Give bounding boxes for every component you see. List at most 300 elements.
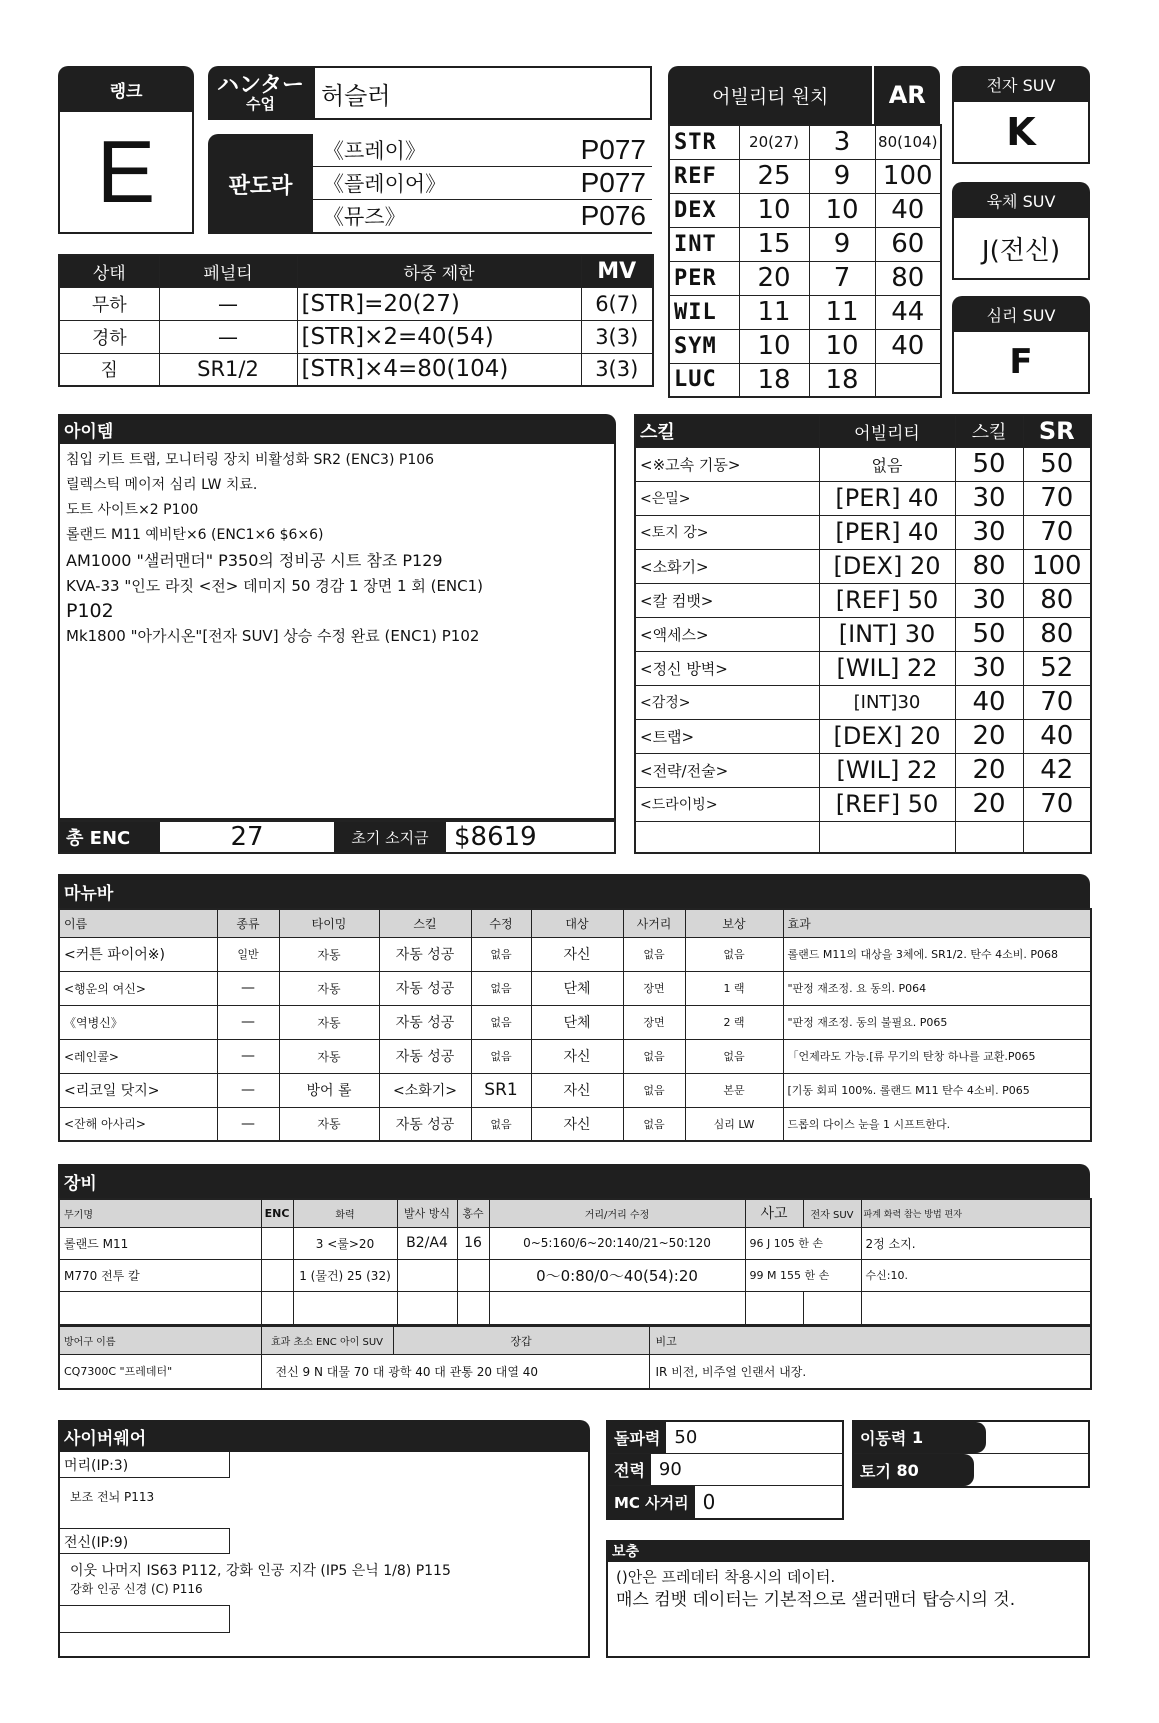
load-penalty: — <box>159 287 297 320</box>
weapon-cell: 0~5:160/6~20:140/21~50:120 <box>489 1227 745 1259</box>
ability-name: WIL <box>669 295 739 329</box>
manuva-cell: 장면 <box>623 1005 685 1039</box>
cyberware-line: 이웃 나머지 IS63 P112, 강화 인공 지각 (IP5 은닉 1/8) P115 <box>70 1563 451 1579</box>
skills-table <box>634 414 1092 854</box>
items-line: P102 <box>66 600 114 622</box>
skill-name: <트랩> <box>635 719 819 753</box>
ability-base: 10 <box>739 193 809 227</box>
load-header-limit: 하중 제한 <box>297 255 581 287</box>
manuva-cell: 자동 <box>279 1107 379 1141</box>
physical-suv <box>952 182 1090 280</box>
cyberware-line: 강화 인공 신경 (C) P116 <box>70 1582 203 1596</box>
skill-value: 30 <box>955 515 1023 549</box>
manuva-cell: 없음 <box>623 1107 685 1141</box>
ability-name: LUC <box>669 363 739 397</box>
skill-name: <토지 강> <box>635 515 819 549</box>
skill-sr: 70 <box>1023 787 1091 821</box>
ability-name: DEX <box>669 193 739 227</box>
manuva-cell: 자동 <box>279 1039 379 1073</box>
manuva-block <box>58 874 1090 1142</box>
ability-base: 20(27) <box>739 125 809 159</box>
manuva-row <box>59 1039 1091 1073</box>
skill-row <box>635 719 1091 753</box>
movement-stats <box>852 1420 1090 1488</box>
weapon-col: 사고 <box>745 1199 803 1227</box>
manuva-cell: 없음 <box>685 1039 783 1073</box>
cyberware-empty-label <box>60 1605 230 1633</box>
movement-value: 1 <box>911 1428 924 1447</box>
ability-base: 18 <box>739 363 809 397</box>
skill-value: 80 <box>955 549 1023 583</box>
manuva-cell: 없음 <box>471 971 531 1005</box>
ability-ar: 80 <box>875 261 941 295</box>
armor-cell: IR 비전, 비주얼 인랜서 내장. <box>649 1355 1091 1389</box>
ability-bonus: 18 <box>809 363 875 397</box>
ability-header: 어빌리티 원치 <box>668 66 872 124</box>
manuva-cell: 2 랙 <box>685 1005 783 1039</box>
weapon-col: ENC <box>261 1199 293 1227</box>
weapon-row <box>59 1259 1091 1291</box>
armor-table <box>58 1326 1092 1390</box>
manuva-cell: SR1 <box>471 1073 531 1107</box>
combat-label: 돌파력 <box>608 1422 666 1453</box>
ability-table <box>668 124 942 398</box>
manuva-cell: — <box>217 1039 279 1073</box>
weapon-cell: M770 전투 칼 <box>59 1259 261 1291</box>
skill-name: <전략/전술> <box>635 753 819 787</box>
ability-row <box>669 125 941 159</box>
manuva-col: 타이밍 <box>279 909 379 937</box>
manuva-cell: 없음 <box>623 937 685 971</box>
manuva-cell: 드롭의 다이스 눈을 1 시프트한다. <box>783 1107 1091 1141</box>
manuva-row <box>59 937 1091 971</box>
combat-row <box>608 1486 842 1518</box>
manuva-cell: 자동 성공 <box>379 1107 471 1141</box>
skill-name: <※고속 기동> <box>635 447 819 481</box>
manuva-cell: <리코일 닷지> <box>59 1073 217 1107</box>
ability-row <box>669 227 941 261</box>
manuva-cell: "판정 재조정. 동의 불필요. P065 <box>783 1005 1091 1039</box>
weapon-cell <box>397 1259 457 1291</box>
ability-name: STR <box>669 125 739 159</box>
manuva-col: 보상 <box>685 909 783 937</box>
manuva-cell: <커튼 파이어※) <box>59 937 217 971</box>
manuva-cell: 본문 <box>685 1073 783 1107</box>
weapon-cell: 1 (물건) 25 (32) <box>293 1259 397 1291</box>
weapon-table <box>58 1198 1092 1326</box>
manuva-cell: 자동 <box>279 1005 379 1039</box>
skill-ability: [DEX] 20 <box>819 719 955 753</box>
load-table <box>58 254 654 387</box>
combat-value: 50 <box>674 1427 698 1448</box>
manuva-cell: <행운의 여신> <box>59 971 217 1005</box>
manuva-column-headers <box>59 909 1091 937</box>
cyberware-section-label: 머리(IP:3) <box>60 1452 230 1478</box>
ability-bonus: 11 <box>809 295 875 329</box>
skill-ability: [PER] 40 <box>819 481 955 515</box>
skill-row <box>635 447 1091 481</box>
skill-row <box>635 549 1091 583</box>
manuva-cell: — <box>217 1005 279 1039</box>
weapon-cell: 96 J 105 한 손 <box>745 1227 861 1259</box>
manuva-cell: — <box>217 1073 279 1107</box>
skill-value: 30 <box>955 583 1023 617</box>
skill-ability: [REF] 50 <box>819 787 955 821</box>
ability-ar: 40 <box>875 193 941 227</box>
electronic-suv <box>952 66 1090 164</box>
load-penalty: — <box>159 320 297 353</box>
skill-value: 20 <box>955 719 1023 753</box>
skills-header-skill: 스킬 <box>955 415 1023 447</box>
skill-row <box>635 617 1091 651</box>
supplement-header: 보충 <box>606 1540 1090 1562</box>
ability-bonus: 9 <box>809 227 875 261</box>
skill-sr: 70 <box>1023 515 1091 549</box>
load-limit: [STR]=20(27) <box>297 287 581 320</box>
physical-suv-value: J(전신) <box>952 218 1090 280</box>
ability-base: 11 <box>739 295 809 329</box>
pandora-block <box>208 134 652 234</box>
ability-ar: 60 <box>875 227 941 261</box>
combat-label: 전력 <box>608 1454 651 1485</box>
weapon-cell <box>261 1227 293 1259</box>
electronic-suv-label: 전자 SUV <box>952 66 1090 102</box>
ability-ar <box>875 363 941 397</box>
manuva-cell: 방어 롤 <box>279 1073 379 1107</box>
rank-value: E <box>58 112 194 234</box>
combat-value: 0 <box>702 1490 716 1514</box>
land-label: 토기 <box>860 1461 891 1481</box>
manuva-cell: 《역병신》 <box>59 1005 217 1039</box>
load-state: 무하 <box>59 287 159 320</box>
skill-value: 30 <box>955 481 1023 515</box>
movement-label: 이동력 <box>860 1429 907 1448</box>
manuva-table <box>58 908 1092 1142</box>
ability-bonus: 3 <box>809 125 875 159</box>
manuva-cell: 롤랜드 M11의 대상을 3체에. SR1/2. 탄수 4소비. P068 <box>783 937 1091 971</box>
manuva-cell: 자신 <box>531 1039 623 1073</box>
skills-header-name: 스킬 <box>635 415 819 447</box>
weapon-cell: 롤랜드 M11 <box>59 1227 261 1259</box>
ability-name: INT <box>669 227 739 261</box>
manuva-cell: 없음 <box>623 1073 685 1107</box>
skill-row <box>635 481 1091 515</box>
ability-row <box>669 159 941 193</box>
manuva-cell: 단체 <box>531 971 623 1005</box>
money-label: 초기 소지금 <box>334 822 446 852</box>
manuva-col: 효과 <box>783 909 1091 937</box>
weapon-cell: 0～0:80/0～40(54):20 <box>489 1259 745 1291</box>
armor-row <box>59 1355 1091 1389</box>
manuva-cell: <레인콜> <box>59 1039 217 1073</box>
skill-sr: 70 <box>1023 481 1091 515</box>
load-mv: 6(7) <box>581 287 653 320</box>
manuva-col: 종류 <box>217 909 279 937</box>
ability-ar: 100 <box>875 159 941 193</box>
rank-block <box>58 66 194 234</box>
manuva-cell: 자동 <box>279 937 379 971</box>
skill-value: 40 <box>955 685 1023 719</box>
ability-ar: 80(104) <box>875 125 941 159</box>
combat-row <box>608 1422 842 1454</box>
total-enc-value: 27 <box>230 822 264 852</box>
pandora-item-name: 《프레이》 <box>323 139 426 163</box>
combat-label: MC 사거리 <box>608 1486 695 1518</box>
skill-name: <정신 방벽> <box>635 651 819 685</box>
skill-ability: [PER] 40 <box>819 515 955 549</box>
load-mv: 3(3) <box>581 320 653 353</box>
ability-row <box>669 329 941 363</box>
manuva-cell: — <box>217 971 279 1005</box>
hunter-block <box>208 66 652 120</box>
items-line: KVA-33 "인도 라짓 <전> 데미지 50 경감 1 장면 1 회 (ENC1) <box>66 577 484 595</box>
manuva-col: 이름 <box>59 909 217 937</box>
pandora-item <box>313 134 652 167</box>
skill-name: <칼 컴뱃> <box>635 583 819 617</box>
skill-sr: 70 <box>1023 685 1091 719</box>
land-row <box>854 1454 1088 1486</box>
equipment-block <box>58 1164 1090 1390</box>
skill-row <box>635 515 1091 549</box>
items-header: 아이템 <box>58 414 616 444</box>
manuva-cell: <소화기> <box>379 1073 471 1107</box>
weapon-row-empty <box>59 1291 1091 1325</box>
pandora-item-page: P076 <box>580 200 646 231</box>
manuva-cell: 자동 성공 <box>379 1005 471 1039</box>
ability-bonus: 10 <box>809 329 875 363</box>
skill-row-empty <box>635 821 1091 853</box>
items-line: 롤랜드 M11 예비탄×6 (ENC1×6 $6×6) <box>66 527 324 543</box>
manuva-cell: [기동 회피 100%. 롤랜드 M11 탄수 4소비. P065 <box>783 1073 1091 1107</box>
skill-row <box>635 787 1091 821</box>
load-header-penalty: 페널티 <box>159 255 297 287</box>
ability-base: 15 <box>739 227 809 261</box>
skill-ability: [WIL] 22 <box>819 753 955 787</box>
skill-name: <은밀> <box>635 481 819 515</box>
total-enc-label: 총 ENC <box>60 822 160 852</box>
manuva-header: 마뉴바 <box>58 874 1090 908</box>
weapon-cell: 16 <box>457 1227 489 1259</box>
pandora-item <box>313 200 652 234</box>
skill-sr: 80 <box>1023 617 1091 651</box>
rank-label: 랭크 <box>58 66 194 112</box>
ability-base: 20 <box>739 261 809 295</box>
items-block <box>58 414 616 854</box>
ability-bonus: 7 <box>809 261 875 295</box>
hunter-label-top: ハンター <box>216 72 305 98</box>
armor-cell: CQ7300C "프레데터" <box>59 1355 261 1389</box>
manuva-cell: <잔해 아사리> <box>59 1107 217 1141</box>
ability-row <box>669 193 941 227</box>
manuva-row <box>59 971 1091 1005</box>
skill-ability: [REF] 50 <box>819 583 955 617</box>
skill-sr: 40 <box>1023 719 1091 753</box>
skill-sr: 80 <box>1023 583 1091 617</box>
skill-name: <액세스> <box>635 617 819 651</box>
manuva-cell: — <box>217 1107 279 1141</box>
physical-suv-label: 육체 SUV <box>952 182 1090 218</box>
load-header-mv: MV <box>581 255 653 287</box>
pandora-item-page: P077 <box>580 134 646 165</box>
manuva-cell: 없음 <box>471 937 531 971</box>
manuva-cell: 없음 <box>471 1005 531 1039</box>
pandora-item-name: 《뮤즈》 <box>323 205 406 229</box>
movement-row <box>854 1422 1088 1454</box>
manuva-cell: 없음 <box>685 937 783 971</box>
load-state: 짐 <box>59 353 159 386</box>
mental-suv-value: F <box>952 332 1090 394</box>
load-limit: [STR]×2=40(54) <box>297 320 581 353</box>
skill-value: 20 <box>955 753 1023 787</box>
weapon-cell <box>261 1259 293 1291</box>
manuva-cell: 심리 LW <box>685 1107 783 1141</box>
ability-bonus: 10 <box>809 193 875 227</box>
pandora-item <box>313 167 652 200</box>
items-line: AM1000 "샐러맨더" P350의 정비공 시트 참조 P129 <box>66 551 443 570</box>
combat-value: 90 <box>658 1459 682 1480</box>
mental-suv <box>952 296 1090 394</box>
skill-name: <감정> <box>635 685 819 719</box>
armor-col: 효과 초소 ENC 아이 SUV <box>261 1327 393 1355</box>
skill-sr: 100 <box>1023 549 1091 583</box>
weapon-col: 화력 <box>293 1199 397 1227</box>
manuva-col: 사거리 <box>623 909 685 937</box>
combat-stats <box>606 1420 844 1520</box>
manuva-row <box>59 1005 1091 1039</box>
skill-ability: 없음 <box>819 447 955 481</box>
cyberware-header: 사이버웨어 <box>58 1420 590 1452</box>
manuva-cell: 없음 <box>471 1107 531 1141</box>
manuva-cell: 일반 <box>217 937 279 971</box>
pandora-item-page: P077 <box>580 167 646 198</box>
manuva-cell: 없음 <box>471 1039 531 1073</box>
manuva-col: 대상 <box>531 909 623 937</box>
pandora-item-name: 《플레이어》 <box>323 172 447 196</box>
skill-value: 20 <box>955 787 1023 821</box>
load-limit: [STR]×4=80(104) <box>297 353 581 386</box>
armor-column-headers <box>59 1327 1091 1355</box>
manuva-cell: 자신 <box>531 937 623 971</box>
skill-ability: [WIL] 22 <box>819 651 955 685</box>
armor-cell: 전신 9 N 대물 70 대 광학 40 대 관통 20 대열 40 <box>261 1355 649 1389</box>
weapon-col: 파계 화력 참는 방법 편자 <box>861 1199 1091 1227</box>
supplement-line: 매스 컴뱃 데이터는 기본적으로 샐러맨더 탑승시의 것. <box>616 1590 1016 1610</box>
skill-value: 50 <box>955 447 1023 481</box>
skill-sr: 50 <box>1023 447 1091 481</box>
manuva-row <box>59 1073 1091 1107</box>
ability-row <box>669 363 941 397</box>
ability-name: REF <box>669 159 739 193</box>
skill-name: <소화기> <box>635 549 819 583</box>
manuva-cell: 없음 <box>623 1039 685 1073</box>
weapon-cell: 2정 소지. <box>861 1227 1091 1259</box>
manuva-cell: 자동 성공 <box>379 937 471 971</box>
supplement-line: ()안은 프레데터 착용시의 데이터. <box>616 1568 836 1586</box>
items-line: 침입 키트 트랩, 모니터링 장치 비활성화 SR2 (ENC3) P106 <box>66 452 435 468</box>
manuva-cell: 자신 <box>531 1107 623 1141</box>
weapon-row <box>59 1227 1091 1259</box>
skills-header-sr: SR <box>1023 415 1091 447</box>
mental-suv-label: 심리 SUV <box>952 296 1090 332</box>
ability-bonus: 9 <box>809 159 875 193</box>
combat-row <box>608 1454 842 1486</box>
items-line: Mk1800 "아가시온"[전자 SUV] 상승 수정 완료 (ENC1) P102 <box>66 627 480 645</box>
skill-ability: [INT]30 <box>819 685 955 719</box>
skill-row <box>635 583 1091 617</box>
pandora-label: 판도라 <box>208 134 313 234</box>
money-value: $8619 <box>454 822 537 852</box>
ability-base: 10 <box>739 329 809 363</box>
skill-value: 30 <box>955 651 1023 685</box>
ability-ar: 40 <box>875 329 941 363</box>
skill-value: 50 <box>955 617 1023 651</box>
manuva-col: 수정 <box>471 909 531 937</box>
weapon-col: 전자 SUV <box>803 1199 861 1227</box>
load-penalty: SR1/2 <box>159 353 297 386</box>
skill-ability: [DEX] 20 <box>819 549 955 583</box>
armor-col: 방어구 이름 <box>59 1327 261 1355</box>
skill-row <box>635 685 1091 719</box>
weapon-cell: B2/A4 <box>397 1227 457 1259</box>
skills-header-ability: 어빌리티 <box>819 415 955 447</box>
armor-col: 장갑 <box>393 1327 649 1355</box>
manuva-cell: 1 랙 <box>685 971 783 1005</box>
weapon-cell: 3 <룰>20 <box>293 1227 397 1259</box>
load-header-state: 상태 <box>59 255 159 287</box>
load-row <box>59 353 653 386</box>
skill-name: <드라이빙> <box>635 787 819 821</box>
weapon-cell: 수신:10. <box>861 1259 1091 1291</box>
armor-col: 비고 <box>649 1327 1091 1355</box>
manuva-cell: "판정 재조정. 요 동의. P064 <box>783 971 1091 1005</box>
supplement-block <box>606 1540 1090 1658</box>
manuva-cell: 자동 성공 <box>379 1039 471 1073</box>
weapon-column-headers <box>59 1199 1091 1227</box>
hunter-label-bottom: 수업 <box>246 94 275 113</box>
ability-row <box>669 295 941 329</box>
manuva-cell: 단체 <box>531 1005 623 1039</box>
cyberware-line: 보조 전뇌 P113 <box>70 1490 155 1504</box>
weapon-col: 홍수 <box>457 1199 489 1227</box>
manuva-cell: 「언제라도 가능.[류 무기의 탄창 하나를 교환.P065 <box>783 1039 1091 1073</box>
cyberware-block <box>58 1420 590 1658</box>
weapon-col: 발사 방식 <box>397 1199 457 1227</box>
manuva-cell: 자동 성공 <box>379 971 471 1005</box>
weapon-cell <box>457 1259 489 1291</box>
ar-header: AR <box>874 66 940 124</box>
manuva-row <box>59 1107 1091 1141</box>
manuva-cell: 자동 <box>279 971 379 1005</box>
load-state: 경하 <box>59 320 159 353</box>
skill-row <box>635 753 1091 787</box>
equipment-header: 장비 <box>58 1164 1090 1198</box>
skill-sr: 52 <box>1023 651 1091 685</box>
skill-row <box>635 651 1091 685</box>
hunter-value: 허슬러 <box>313 66 652 120</box>
ability-ar: 44 <box>875 295 941 329</box>
skill-ability: [INT] 30 <box>819 617 955 651</box>
items-line: 릴렉스틱 메이저 심리 LW 치료. <box>66 477 258 493</box>
weapon-cell: 99 M 155 한 손 <box>745 1259 861 1291</box>
weapon-col: 거리/거리 수정 <box>489 1199 745 1227</box>
manuva-cell: 장면 <box>623 971 685 1005</box>
load-row <box>59 320 653 353</box>
load-mv: 3(3) <box>581 353 653 386</box>
skill-sr: 42 <box>1023 753 1091 787</box>
weapon-col: 무기명 <box>59 1199 261 1227</box>
land-value: 80 <box>896 1460 919 1480</box>
ability-base: 25 <box>739 159 809 193</box>
